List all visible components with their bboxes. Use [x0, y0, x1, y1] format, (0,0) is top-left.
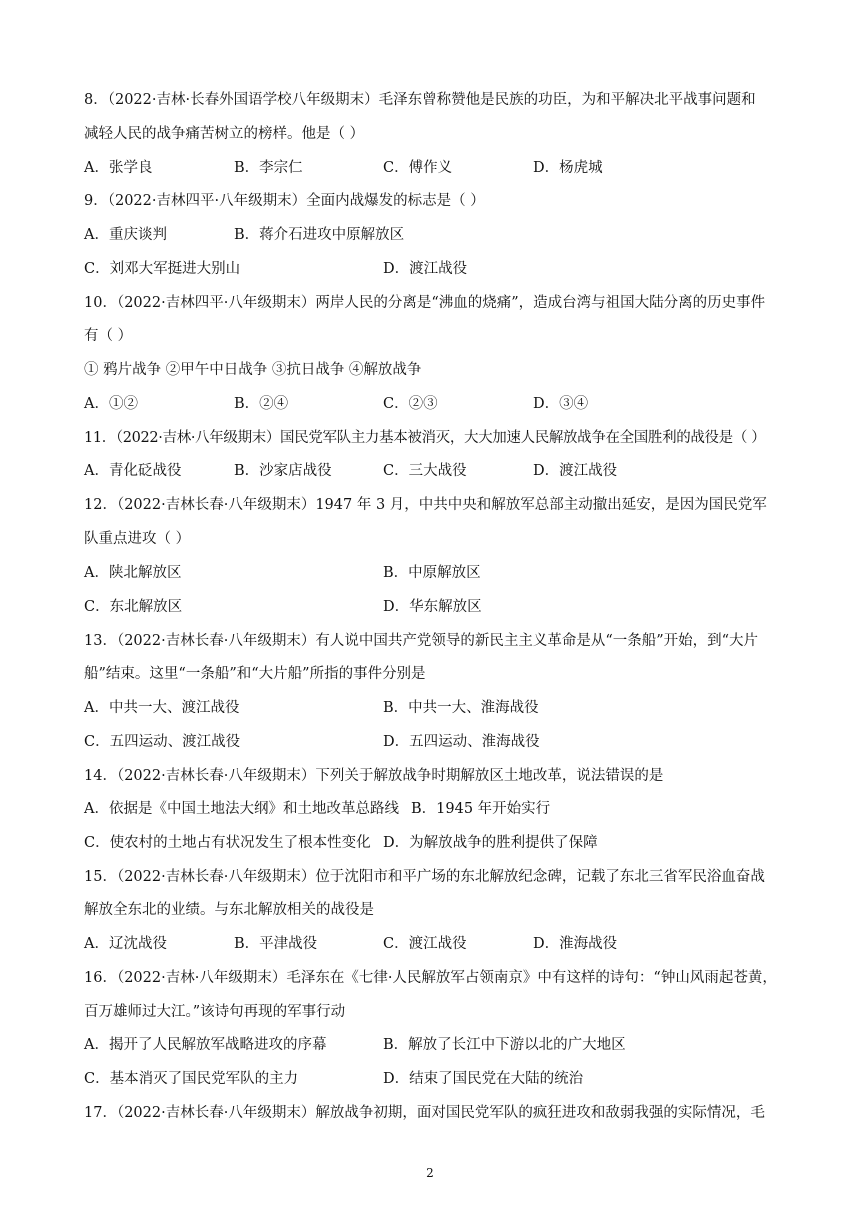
q8-option-b: B．李宗仁	[234, 160, 303, 176]
q14-option-c: C．使农村的土地占有状况发生了根本性变化	[84, 835, 371, 851]
q14-option-b: B．1945 年开始实行	[411, 801, 551, 817]
q13-stem-line-2: 船”结束。这里“一条船”和“大片船”所指的事件分别是	[84, 666, 426, 682]
q11-option-a: A．青化砭战役	[84, 463, 182, 479]
q16-stem-line-2: 百万雄师过大江。”该诗句再现的军事行动	[84, 1004, 346, 1020]
q9-option-a: A．重庆谈判	[84, 227, 167, 243]
q15-option-c: C．渡江战役	[383, 936, 467, 952]
q12-option-c: C．东北解放区	[84, 599, 183, 615]
q9-stem-line-1: 9．（2022·吉林四平·八年级期末）全面内战爆发的标志是（ ）	[84, 193, 485, 209]
q10-stem-line-1: 10．（2022·吉林四平·八年级期末）两岸人民的分离是“沸血的烧痛”，造成台湾与祖国大陆分离的历史事件	[84, 295, 766, 311]
q15-option-a: A．辽沈战役	[84, 936, 167, 952]
q12-option-b: B．中原解放区	[383, 565, 481, 581]
q12-option-a: A．陕北解放区	[84, 565, 182, 581]
q10-option-c: C．②③	[383, 396, 438, 412]
q8-option-a: A．张学良	[84, 160, 153, 176]
q8-stem-line-1: 8．（2022·吉林·长春外国语学校八年级期末）毛泽东曾称赞他是民族的功臣，为和平解决北平战事问题和	[84, 92, 756, 108]
q8-option-d: D．杨虎城	[533, 160, 603, 176]
q16-stem-line-1: 16．（2022·吉林·八年级期末）毛泽东在《七律·人民解放军占领南京》中有这样的诗句：“钟山风雨起苍黄，	[84, 970, 777, 986]
q11-option-b: B．沙家店战役	[234, 463, 332, 479]
q10-option-d: D．③④	[533, 396, 589, 412]
q8-stem-line-2: 减轻人民的战争痛苦树立的榜样。他是（ ）	[84, 126, 365, 142]
page-number: 2	[426, 1166, 434, 1180]
q12-stem-line-2: 队重点进攻（ ）	[84, 531, 191, 547]
q16-option-a: A．揭开了人民解放军战略进攻的序幕	[84, 1037, 327, 1053]
q15-option-b: B．平津战役	[234, 936, 318, 952]
q12-option-d: D．华东解放区	[383, 599, 482, 615]
q15-option-d: D．淮海战役	[533, 936, 618, 952]
q13-option-d: D．五四运动、淮海战役	[383, 734, 540, 750]
q14-option-d: D．为解放战争的胜利提供了保障	[383, 835, 598, 851]
q13-option-c: C．五四运动、渡江战役	[84, 734, 241, 750]
q11-option-c: C．三大战役	[383, 463, 467, 479]
q10-stem-line-3: ① 鸦片战争 ②甲午中日战争 ③抗日战争 ④解放战争	[84, 362, 422, 378]
q11-option-d: D．渡江战役	[533, 463, 618, 479]
q14-option-a: A．依据是《中国土地法大纲》和土地改革总路线	[84, 801, 399, 817]
q15-stem-line-2: 解放全东北的业绩。与东北解放相关的战役是	[84, 902, 374, 918]
q16-option-b: B．解放了长江中下游以北的广大地区	[383, 1037, 626, 1053]
q13-option-a: A．中共一大、渡江战役	[84, 700, 240, 716]
q10-option-b: B．②④	[234, 396, 289, 412]
q10-stem-line-2: 有（ ）	[84, 328, 133, 344]
q13-stem-line-1: 13．（2022·吉林长春·八年级期末）有人说中国共产党领导的新民主主义革命是从“一条船”开始，到“大片	[84, 633, 759, 649]
q17-stem-line-1: 17．（2022·吉林长春·八年级期末）解放战争初期，面对国民党军队的疯狂进攻和敌弱我强的实际情况，毛	[84, 1105, 765, 1121]
q9-option-d: D．渡江战役	[383, 261, 468, 277]
q11-stem-line-1: 11．（2022·吉林·八年级期末）国民党军队主力基本被消灭，大大加速人民解放战争在全国胜利的战役是（ ）	[84, 430, 766, 446]
q9-option-b: B．蒋介石进攻中原解放区	[234, 227, 405, 243]
q12-stem-line-1: 12．（2022·吉林长春·八年级期末）1947 年 3 月，中共中央和解放军总部主动撤出延安，是因为国民党军	[84, 497, 767, 513]
q8-option-c: C．傅作义	[383, 160, 453, 176]
q16-option-d: D．结束了国民党在大陆的统治	[383, 1071, 584, 1087]
q15-stem-line-1: 15．（2022·吉林长春·八年级期末）位于沈阳市和平广场的东北解放纪念碑，记载了东北三省军民浴血奋战	[84, 869, 765, 885]
q13-option-b: B．中共一大、淮海战役	[383, 700, 539, 716]
q9-option-c: C．刘邓大军挺进大别山	[84, 261, 241, 277]
q10-option-a: A．①②	[84, 396, 138, 412]
q16-option-c: C．基本消灭了国民党军队的主力	[84, 1071, 299, 1087]
q14-stem-line-1: 14．（2022·吉林长春·八年级期末）下列关于解放战争时期解放区土地改革，说法错误的是	[84, 768, 664, 784]
